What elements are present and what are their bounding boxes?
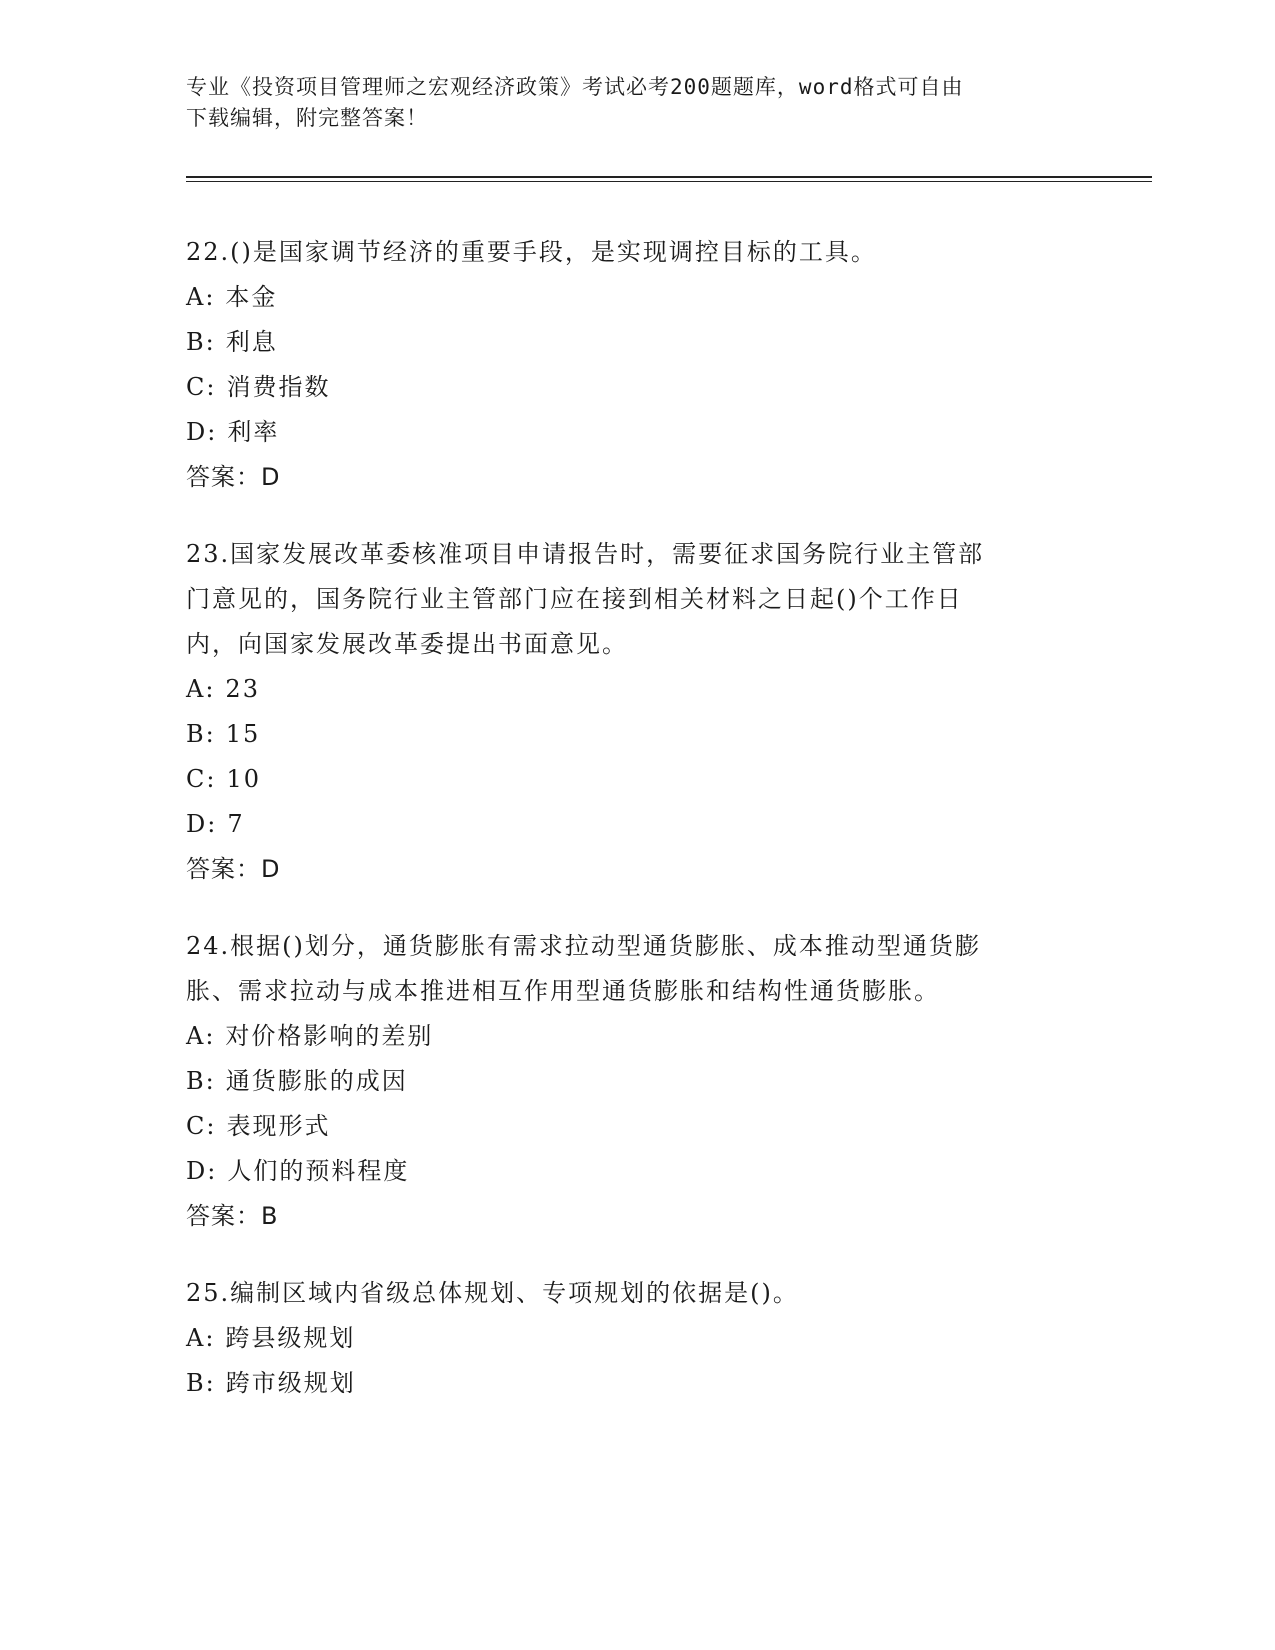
option-item <box>186 365 1106 410</box>
question-block <box>186 924 1106 1239</box>
option-item <box>186 410 1106 455</box>
option-text: 利率 <box>227 418 280 446</box>
option-text: 跨市级规划 <box>225 1369 356 1397</box>
option-text: 人们的预料程度 <box>227 1157 410 1185</box>
option-key: C: <box>186 1112 217 1140</box>
option-text: 利息 <box>225 328 278 356</box>
question-block <box>186 532 1106 892</box>
option-item <box>186 320 1106 365</box>
option-item <box>186 1361 1106 1406</box>
option-item <box>186 712 1106 757</box>
option-item <box>186 275 1106 320</box>
question-stem-line: 22.()是国家调节经济的重要手段，是实现调控目标的工具。 <box>186 238 877 266</box>
option-text: 消费指数 <box>226 373 331 401</box>
option-item <box>186 1316 1106 1361</box>
document-header <box>186 72 1066 134</box>
question-stem-line: 23.国家发展改革委核准项目申请报告时，需要征求国务院行业主管部 <box>186 540 985 568</box>
header-line-1: 专业《投资项目管理师之宏观经济政策》考试必考200题题库，word格式可自由 <box>186 75 964 99</box>
answer-line: 答案：D <box>186 463 281 491</box>
question-stem-line: 25.编制区域内省级总体规划、专项规划的依据是()。 <box>186 1279 799 1307</box>
answer-line: 答案：B <box>186 1202 279 1230</box>
question-stem-line: 24.根据()划分，通货膨胀有需求拉动型通货膨胀、成本推动型通货膨 <box>186 932 981 960</box>
option-text: 15 <box>225 720 261 748</box>
option-text: 本金 <box>225 283 278 311</box>
option-text: 23 <box>225 675 260 703</box>
option-key: B: <box>186 1369 216 1397</box>
question-stem-line: 内，向国家发展改革委提出书面意见。 <box>186 630 628 658</box>
option-key: C: <box>186 373 217 401</box>
option-text: 表现形式 <box>226 1112 331 1140</box>
option-text: 7 <box>227 810 245 838</box>
question-list <box>186 230 1106 1438</box>
option-item <box>186 1104 1106 1149</box>
option-key: B: <box>186 328 216 356</box>
option-text: 跨县级规划 <box>225 1324 356 1352</box>
option-key: D: <box>186 810 218 838</box>
question-stem-line: 门意见的，国务院行业主管部门应在接到相关材料之日起()个工作日 <box>186 585 963 613</box>
option-key: A: <box>186 1022 216 1050</box>
option-item <box>186 802 1106 847</box>
option-item <box>186 1014 1106 1059</box>
option-item <box>186 1059 1106 1104</box>
question-stem-line: 胀、需求拉动与成本推进相互作用型通货膨胀和结构性通货膨胀。 <box>186 977 940 1005</box>
option-key: D: <box>186 1157 218 1185</box>
option-text: 对价格影响的差别 <box>225 1022 434 1050</box>
option-item <box>186 1149 1106 1194</box>
option-item <box>186 757 1106 802</box>
header-line-2: 下载编辑，附完整答案！ <box>186 106 428 130</box>
option-key: A: <box>186 675 216 703</box>
option-key: C: <box>186 765 217 793</box>
option-key: B: <box>186 1067 216 1095</box>
option-text: 通货膨胀的成因 <box>225 1067 408 1095</box>
option-key: D: <box>186 418 218 446</box>
option-key: A: <box>186 283 216 311</box>
question-block <box>186 230 1106 500</box>
option-text: 10 <box>226 765 261 793</box>
question-block <box>186 1271 1106 1406</box>
option-item <box>186 667 1106 712</box>
answer-line: 答案：D <box>186 855 281 883</box>
option-key: B: <box>186 720 216 748</box>
option-key: A: <box>186 1324 216 1352</box>
